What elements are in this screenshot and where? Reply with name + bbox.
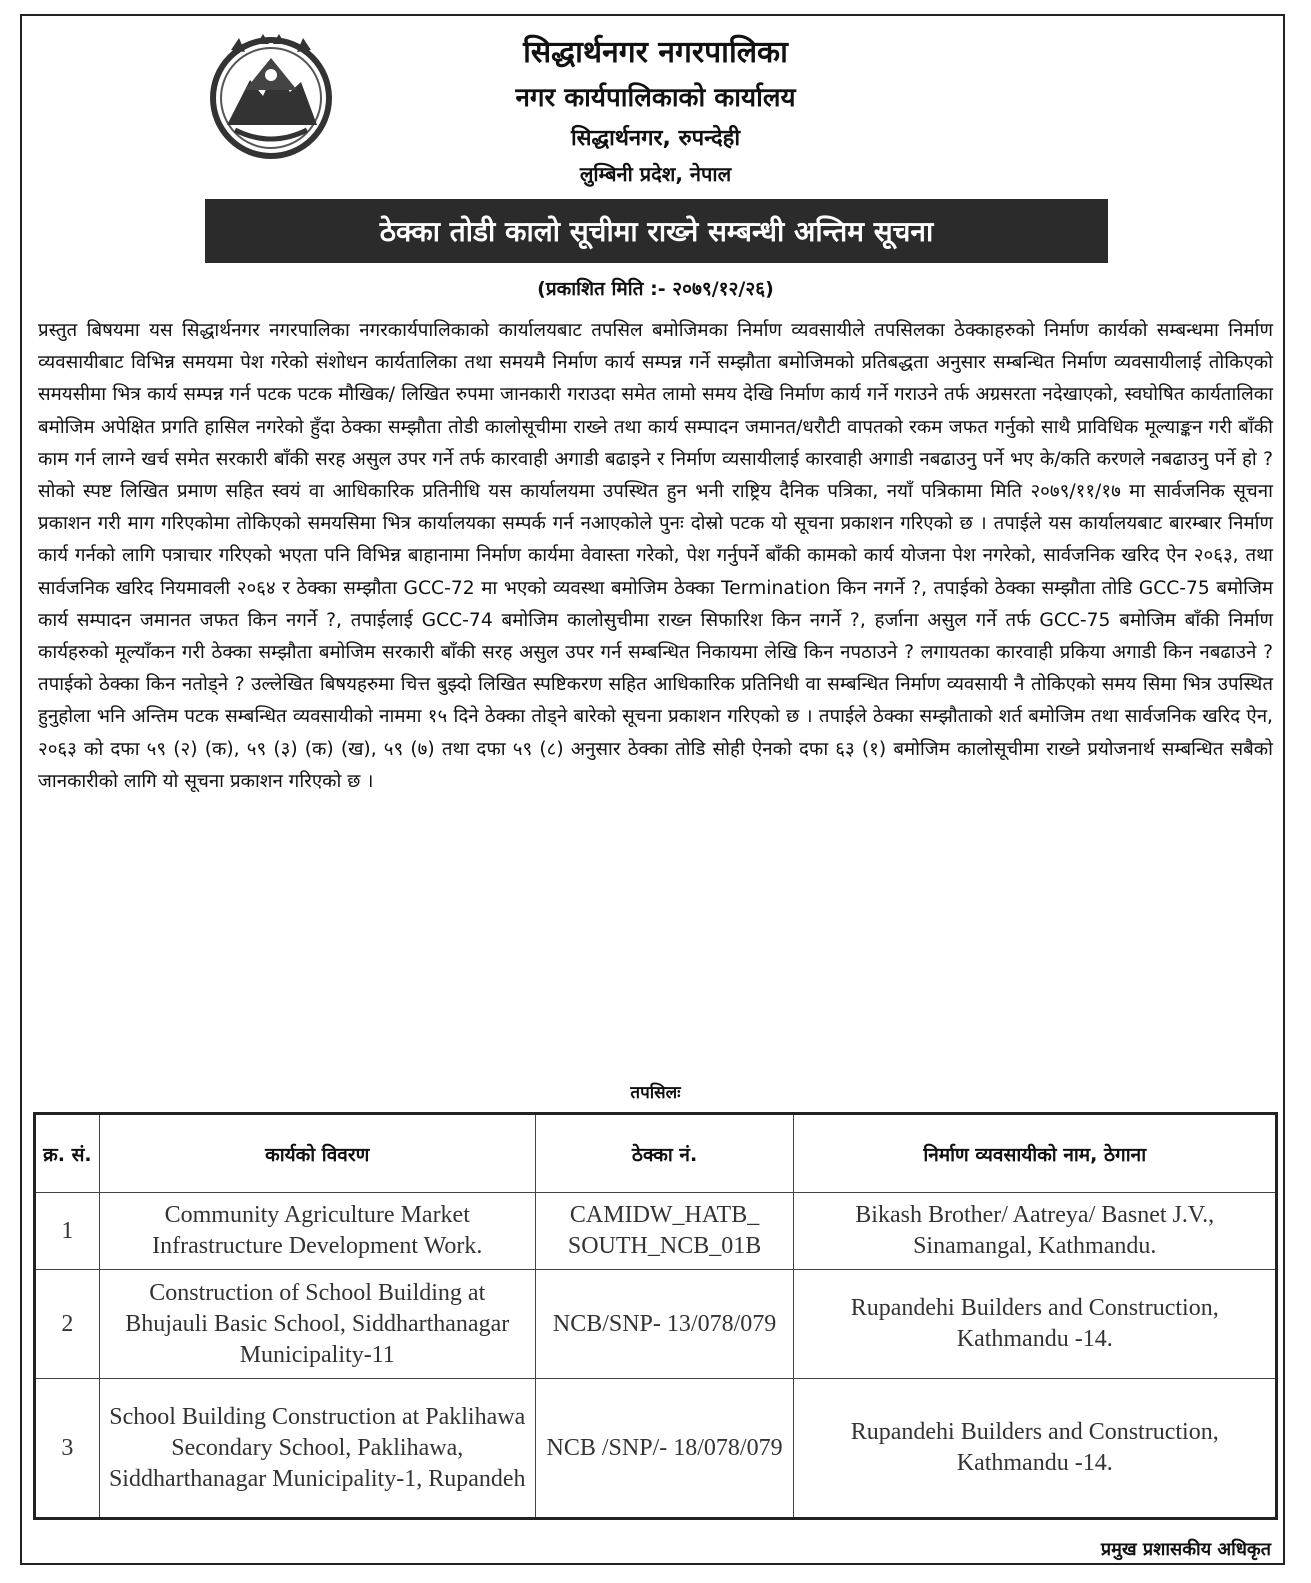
schedule-table <box>33 1112 1278 1520</box>
cell-sn: 2 <box>35 1270 100 1379</box>
office-address: सिद्धार्थनगर, रुपन्देही <box>570 126 741 151</box>
schedule-heading: तपसिलः <box>630 1083 681 1103</box>
municipality-name: सिद्धार्थनगर नगरपालिका <box>523 35 788 70</box>
column-header-contractor: निर्माण व्यवसायीको नाम, ठेगाना <box>794 1114 1277 1193</box>
cell-contract-no: NCB/SNP- 13/078/079 <box>535 1270 794 1379</box>
published-date: (प्रकाशित मिति :- २०७९/१२/२६) <box>537 278 774 300</box>
cell-contractor: Rupandehi Builders and Construction, Kathmandu -14. <box>794 1270 1277 1379</box>
notice-body: प्रस्तुत बिषयमा यस सिद्धार्थनगर नगरपालिका नगरकार्यपालिकाको कार्यालयबाट तपसिल बमोजिमका निर्माण व्यवसायीले तपसिलका ठेक्काहरुको निर्माण कार्यको सम्बन्धमा निर्माण व्यवसायीबाट विभिन्न समयमा पेश गरेको संशोधन कार्यतालिका तथा समयमै निर्माण कार्य सम्पन्न गर्ने सम्झौता बमोजिमको प्रतिबद्धता अनुसार सम्बन्धित निर्माण व्यवसायीलाई तोकिएको समयसीमा भित्र कार्य सम्पन्न गर्न पटक पटक मौखिक/ लिखित रुपमा जानकारी गराउदा समेत लामो समय देखि निर्माण कार्य गर्ने गराउने तर्फ अग्रसरता नदेखाएको, स्वघोषित कार्यतालिका बमोजिम अपेक्षित प्रगति हासिल नगरेको हुँदा ठेक्का सम्झौता तोडी कालोसूचीमा राख्ने तथा कार्य सम्पादन जमानत/धरौटी वापतको रकम जफत गर्नुको साथै प्राविधिक मूल्याङ्कन गरी बाँकी काम गर्न लाग्ने खर्च समेत सरकारी बाँकी सरह असुल उपर गर्ने तर्फ कारवाही अगाडी बढाइने र निर्माण व्यसायीलाई कारवाही अगाडी नबढाउनु पर्ने भए के/कति करणले नबढाउनु पर्ने हो ? सोको स्पष्ट लिखित प्रमाण सहित स्वयं वा आधिकारिक प्रतिनीधि यस कार्यालयमा उपस्थित हुन भनी राष्ट्रिय दैनिक पत्रिका, नयाँ पत्रिकामा मिति २०७९/११/१७ मा सार्वजनिक सूचना प्रकाशन गरी माग गरिएकोमा तोकिएको समयसिमा भित्र कार्यालयका सम्पर्क गर्न नआएकोले पुनः दोस्रो पटक यो सूचना प्रकाशन गरिएको छ । तपाईले यस कार्यालयबाट बारम्बार निर्माण कार्य गर्नको लागि पत्राचार गरिएको भएता पनि विभिन्न बाहानामा निर्माण कार्यमा वेवास्ता गरेको, पेश गर्नुपर्ने बाँकी कामको कार्य योजना पेश नगरेको, सार्वजनिक खरिद ऐन २०६३, तथा सार्वजनिक खरिद नियमावली २०६४ र ठेक्का सम्झौता GCC-72 मा भएको व्यवस्था बमोजिम ठेक्का Termination किन नगर्ने ?, तपाईको ठेक्का सम्झौता तोडि GCC-75 बमोजिम कार्य सम्पादन जमानत जफत किन नगर्ने ?, तपाईलाई GCC-74 बमोजिम कालोसुचीमा राख्न सिफारिश किन नगर्ने ?, हर्जाना असुल गर्ने तर्फ GCC-75 बमोजिम बाँकी निर्माण कार्यहरुको मूल्याँकन गरी ठेक्का सम्झौता बमोजिम सरकारी बाँकी सरह असुल उपर गर्न सम्बन्धित निकायमा लेखि किन नपठाउने ? लगायतका कारवाही प्रकिया अगाडी किन नबढाउने ? तपाईको ठेक्का किन नतोड्ने ? उल्लेखित बिषयहरुमा चित्त बुझ्दो लिखित स्पष्टिकरण सहित आधिकारिक प्रतिनिधी वा सम्बन्धित निर्माण व्यवसायी नै तोकिएको समय सिमा भित्र उपस्थित हुनुहोला भनि अन्तिम पटक सम्बन्धित व्यवसायीको नाममा १५ दिने ठेक्का तोड्ने बारेको सूचना प्रकाशन गरिएको छ । तपाईले ठेक्का सम्झौताको शर्त बमोजिम तथा सार्वजनिक खरिद ऐन, २०६३ को दफा ५९ (२) (क), ५९ (३) (क) (ख), ५९ (७) तथा दफा ५९ (८) अनुसार ठेक्का तोडि सोही ऐनको दफा ६३ (१) बमोजिम कालोसूचीमा राख्ने प्रयोजनार्थ सम्बन्धित सबैको जानकारीको लागि यो सूचना प्रकाशन गरिएको छ । <box>38 320 1273 792</box>
cell-contract-no: CAMIDW_HATB_ SOUTH_NCB_01B <box>535 1193 794 1270</box>
cell-description: School Building Construction at Paklihawa Secondary School, Paklihawa, Siddharthanagar Municipality-1, Rupandeh <box>99 1379 535 1519</box>
cell-contractor: Bikash Brother/ Aatreya/ Basnet J.V., Sinamangal, Kathmandu. <box>794 1193 1277 1270</box>
cell-sn: 1 <box>35 1193 100 1270</box>
notice-title <box>205 199 1108 263</box>
cell-contract-no: NCB /SNP/- 18/078/079 <box>535 1379 794 1519</box>
signatory-title: प्रमुख प्रशासकीय अधिकृत <box>1100 1539 1271 1560</box>
office-name: नगर कार्यपालिकाको कार्यालय <box>515 83 796 113</box>
column-header-contract-no: ठेक्का नं. <box>535 1114 794 1193</box>
notice-title-text: ठेक्का तोडी कालो सूचीमा राख्ने सम्बन्धी अन्तिम सूचना <box>379 215 934 248</box>
cell-description: Community Agriculture Market Infrastructure Development Work. <box>99 1193 535 1270</box>
cell-contractor: Rupandehi Builders and Construction, Kathmandu -14. <box>794 1379 1277 1519</box>
column-header-description: कार्यको विवरण <box>99 1114 535 1193</box>
cell-description: Construction of School Building at Bhujauli Basic School, Siddharthanagar Municipality-11 <box>99 1270 535 1379</box>
table-header-row <box>35 1114 1277 1193</box>
column-header-sn: क्र. सं. <box>35 1114 100 1193</box>
table-row <box>35 1270 1277 1379</box>
province-line: लुम्बिनी प्रदेश, नेपाल <box>579 162 732 186</box>
table-row <box>35 1379 1277 1519</box>
cell-sn: 3 <box>35 1379 100 1519</box>
table-row <box>35 1193 1277 1270</box>
